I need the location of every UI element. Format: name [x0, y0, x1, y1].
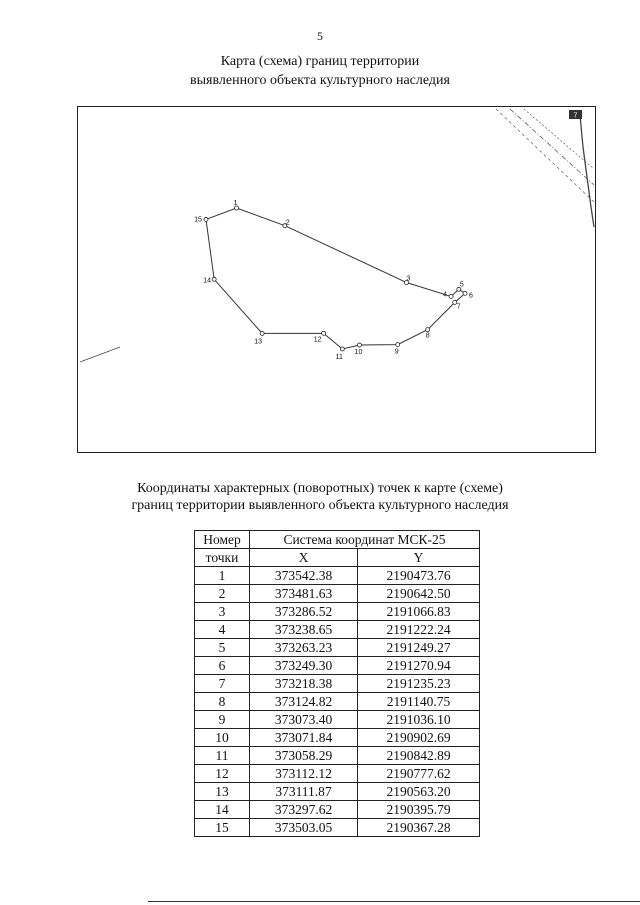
table-row: [195, 639, 480, 657]
boundary-map: [77, 106, 596, 453]
boundary-point-label: 12: [313, 336, 322, 344]
boundary-point-marker: [396, 343, 400, 347]
boundary-point-label: 10: [354, 349, 363, 357]
map-dashed-road: [496, 109, 594, 202]
boundary-point-marker: [260, 331, 264, 335]
cell-y: 2190367.28: [358, 819, 480, 837]
map-road-edge: [580, 115, 594, 227]
table-row: [195, 729, 480, 747]
cell-x: 373124.82: [250, 693, 358, 711]
cell-point-number: 7: [195, 675, 250, 693]
cell-y: 2190842.89: [358, 747, 480, 765]
table-row: [195, 765, 480, 783]
cell-x: 373071.84: [250, 729, 358, 747]
page-number: 5: [317, 29, 323, 43]
boundary-point-marker: [449, 294, 453, 298]
boundary-point-marker: [463, 291, 467, 295]
cell-y: 2190642.50: [358, 585, 480, 603]
map-title-line-1: Карта (схема) границ территории: [220, 54, 420, 69]
boundary-point-label: 8: [425, 332, 430, 340]
boundary-point-label: 11: [335, 354, 343, 361]
table-row: [195, 747, 480, 765]
cell-y: 2190902.69: [358, 729, 480, 747]
cell-y: 2191066.83: [358, 603, 480, 621]
map-context-lines: [80, 109, 594, 362]
table-title-line-1: Координаты характерных (поворотных) точек к карте (схеме): [137, 481, 503, 496]
cell-y: 2190395.79: [358, 801, 480, 819]
table-row: [195, 657, 480, 675]
cell-x: 373542.38: [250, 567, 358, 585]
boundary-point-label: 4: [443, 291, 447, 299]
bottom-rule: [148, 901, 640, 902]
cell-x: 373286.52: [250, 603, 358, 621]
boundary-point-label: 14: [203, 277, 212, 285]
cell-x: 373112.12: [250, 765, 358, 783]
header-number-line-1: Номер: [203, 532, 241, 547]
boundary-point-label: 9: [394, 348, 399, 356]
table-row: [195, 783, 480, 801]
map-edge-line: [80, 347, 120, 362]
boundary-point-label: 5: [459, 281, 464, 289]
map-railway-line: [510, 109, 594, 185]
cell-point-number: 4: [195, 621, 250, 639]
table-row: [195, 603, 480, 621]
cell-x: 373111.87: [250, 783, 358, 801]
cell-y: 2190777.62: [358, 765, 480, 783]
boundary-point-label: 1: [233, 200, 238, 207]
map-dotted-line: [524, 109, 594, 169]
cell-x: 373073.40: [250, 711, 358, 729]
header-point-number-2: точки: [195, 549, 250, 567]
cell-y: 2191222.24: [358, 621, 480, 639]
boundary-point-label: 6: [469, 292, 473, 300]
boundary-point-label: 15: [194, 216, 202, 224]
cell-point-number: 3: [195, 603, 250, 621]
cell-x: 373263.23: [250, 639, 358, 657]
boundary-point-marker: [322, 331, 326, 335]
map-marker: [569, 110, 582, 120]
map-title: [0, 52, 640, 90]
boundary-point-marker: [204, 217, 208, 221]
cell-x: 373297.62: [250, 801, 358, 819]
coordinates-table: [194, 530, 480, 837]
cell-point-number: 12: [195, 765, 250, 783]
cell-x: 373218.38: [250, 675, 358, 693]
boundary-point-label: 13: [254, 338, 263, 346]
table-title-line-2: границ территории выявленного объекта культурного наследия: [131, 498, 509, 513]
cell-x: 373238.65: [250, 621, 358, 639]
cell-y: 2190563.20: [358, 783, 480, 801]
cell-point-number: 9: [195, 711, 250, 729]
cell-x: 373249.30: [250, 657, 358, 675]
cell-y: 2191270.94: [358, 657, 480, 675]
boundary-point-marker: [212, 277, 216, 281]
table-row: [195, 675, 480, 693]
cell-point-number: 13: [195, 783, 250, 801]
map-title-line-2: выявленного объекта культурного наследия: [190, 73, 450, 88]
header-point-number: [195, 531, 250, 549]
table-title: [0, 480, 640, 514]
table-row: [195, 711, 480, 729]
cell-point-number: 11: [195, 747, 250, 765]
cell-point-number: 15: [195, 819, 250, 837]
cell-point-number: 14: [195, 801, 250, 819]
boundary-point-marker: [426, 328, 430, 332]
table-row: [195, 567, 480, 585]
coordinates-table-body: [195, 567, 480, 837]
map-marker-label: 7: [573, 112, 578, 120]
cell-x: 373058.29: [250, 747, 358, 765]
table-subheader-row: [195, 549, 480, 567]
cell-x: 373503.05: [250, 819, 358, 837]
cell-y: 2191140.75: [358, 693, 480, 711]
boundary-points: [194, 200, 473, 361]
cell-point-number: 10: [195, 729, 250, 747]
cell-point-number: 1: [195, 567, 250, 585]
table-header-row: [195, 531, 480, 549]
table-row: [195, 585, 480, 603]
cell-point-number: 8: [195, 693, 250, 711]
boundary-map-canvas: [78, 107, 596, 453]
header-coordinate-system: Система координат МСК-25: [250, 531, 480, 549]
boundary-point-marker: [340, 347, 344, 351]
cell-y: 2191036.10: [358, 711, 480, 729]
boundary-point-label: 7: [456, 303, 461, 311]
table-row: [195, 693, 480, 711]
table-row: [195, 819, 480, 837]
header-x: X: [250, 549, 358, 567]
header-y: Y: [358, 549, 480, 567]
cell-point-number: 5: [195, 639, 250, 657]
cell-y: 2190473.76: [358, 567, 480, 585]
boundary-point-label: 2: [285, 219, 290, 227]
cell-x: 373481.63: [250, 585, 358, 603]
boundary-point-marker: [357, 343, 361, 347]
cell-point-number: 2: [195, 585, 250, 603]
cell-y: 2191249.27: [358, 639, 480, 657]
table-row: [195, 801, 480, 819]
cell-y: 2191235.23: [358, 675, 480, 693]
cell-point-number: 6: [195, 657, 250, 675]
boundary-point-label: 3: [406, 275, 411, 283]
table-row: [195, 621, 480, 639]
